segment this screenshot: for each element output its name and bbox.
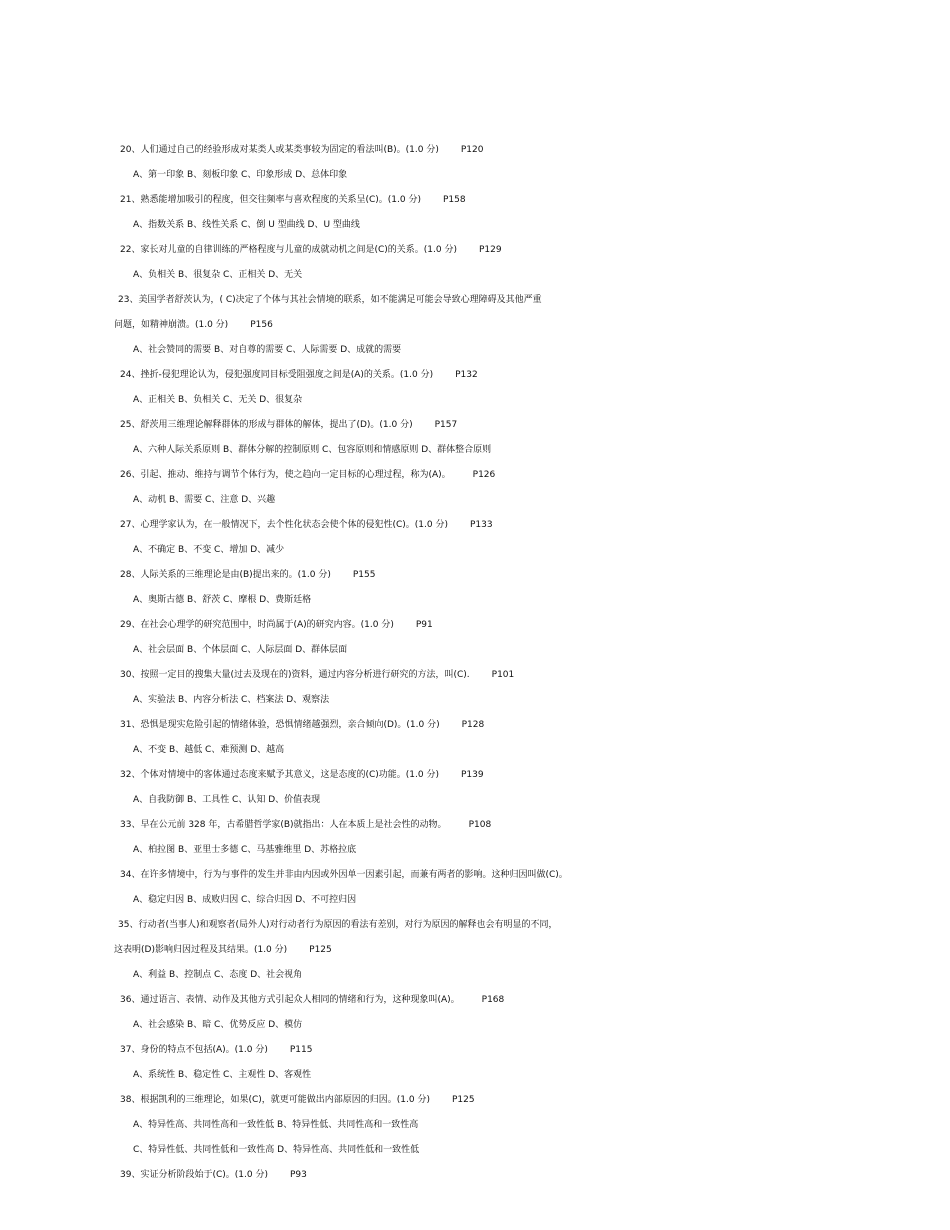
question-line bbox=[0, 513, 950, 538]
answer-options: A、柏拉图 B、亚里士多德 C、马基雅维里 D、苏格拉底 bbox=[133, 845, 357, 855]
question-line bbox=[0, 713, 950, 738]
page-reference: P155 bbox=[352, 570, 376, 580]
answer-options: A、社会感染 B、暗 C、优势反应 D、模仿 bbox=[133, 1020, 303, 1030]
answer-options: A、动机 B、需要 C、注意 D、兴趣 bbox=[133, 495, 276, 505]
question-text: 38、根据凯利的三维理论，如果(C)，就更可能做出内部原因的归因。(1.0 分) bbox=[120, 1095, 430, 1105]
question-line bbox=[0, 413, 950, 438]
page-reference: P156 bbox=[250, 320, 273, 330]
question-line bbox=[0, 913, 950, 938]
question-line bbox=[0, 288, 950, 313]
question-text: 23、美国学者舒茨认为，( C)决定了个体与其社会情境的联系，如不能满足可能会导致心理障碍及其他严重 bbox=[118, 295, 542, 305]
question-line bbox=[0, 463, 950, 488]
question-line bbox=[0, 1088, 950, 1113]
question-text: 31、恐惧是现实危险引起的情绪体验，恐惧情绪越强烈，亲合倾向(D)。(1.0 分) bbox=[120, 720, 440, 730]
page-reference: P132 bbox=[455, 370, 478, 380]
question-line bbox=[0, 313, 950, 338]
question-line bbox=[0, 813, 950, 838]
page-reference: P129 bbox=[478, 245, 502, 255]
question-text: 34、在许多情境中，行为与事件的发生并非由内因或外因单一因素引起，而兼有两者的影响。这种归因叫做(C)。 bbox=[120, 870, 568, 880]
question-line bbox=[0, 238, 950, 263]
answer-options: A、社会层面 B、个体层面 C、人际层面 D、群体层面 bbox=[133, 645, 348, 655]
question-line bbox=[0, 988, 950, 1013]
question-text: 36、通过语言、表情、动作及其他方式引起众人相同的情绪和行为，这种现象叫(A)。 bbox=[120, 995, 460, 1005]
answer-options: A、不确定 B、不变 C、增加 D、减少 bbox=[133, 545, 285, 555]
page-reference: P133 bbox=[469, 520, 493, 530]
question-line bbox=[0, 363, 950, 388]
page-reference: P126 bbox=[472, 470, 496, 480]
question-text: 22、家长对儿童的自律训练的严格程度与儿童的成就动机之间是(C)的关系。(1.0 分) bbox=[120, 245, 457, 255]
page-reference: P157 bbox=[434, 420, 458, 430]
page-reference: P101 bbox=[491, 670, 515, 680]
page-reference: P125 bbox=[451, 1095, 475, 1105]
answer-options: A、六种人际关系原则 B、群体分解的控制原则 C、包容原则和情感原则 D、群体整合原则 bbox=[133, 445, 492, 455]
answer-options: A、稳定归因 B、成败归因 C、综合归因 D、不可控归因 bbox=[133, 895, 357, 905]
question-line bbox=[0, 563, 950, 588]
answer-options: C、特异性低、共同性低和一致性高 D、特异性高、共同性低和一致性低 bbox=[133, 1145, 420, 1155]
question-text: 20、人们通过自己的经验形成对某类人或某类事较为固定的看法叫(B)。(1.0 分) bbox=[120, 145, 439, 155]
question-text: 39、实证分析阶段始于(C)。(1.0 分) bbox=[120, 1170, 268, 1180]
question-text: 29、在社会心理学的研究范围中，时尚属于(A)的研究内容。(1.0 分) bbox=[120, 620, 394, 630]
question-text: 24、挫折-侵犯理论认为，侵犯强度同目标受阻强度之间是(A)的关系。(1.0 分) bbox=[120, 370, 434, 380]
question-line bbox=[0, 138, 950, 163]
question-line bbox=[0, 1038, 950, 1063]
page-reference: P91 bbox=[415, 620, 433, 630]
question-text: 37、身份的特点不包括(A)。(1.0 分) bbox=[120, 1045, 268, 1055]
question-line bbox=[0, 188, 950, 213]
question-text: 28、人际关系的三维理论是由(B)提出来的。(1.0 分) bbox=[120, 570, 331, 580]
question-line bbox=[0, 938, 950, 963]
question-text: 21、熟悉能增加吸引的程度，但交往频率与喜欢程度的关系呈(C)。(1.0 分) bbox=[120, 195, 421, 205]
page-reference: P125 bbox=[309, 945, 332, 955]
page-reference: P120 bbox=[460, 145, 484, 155]
question-list bbox=[0, 138, 950, 1188]
question-text: 这表明(D)影响归因过程及其结果。(1.0 分) bbox=[114, 945, 288, 955]
page-reference: P128 bbox=[461, 720, 485, 730]
question-text: 30、按照一定目的搜集大量(过去及现在的)资料，通过内容分析进行研究的方法，叫(C). bbox=[120, 670, 470, 680]
answer-options: A、正相关 B、负相关 C、无关 D、很复杂 bbox=[133, 395, 303, 405]
question-text: 26、引起、推动、维持与调节个体行为，使之趋向一定目标的心理过程，称为(A)。 bbox=[120, 470, 451, 480]
answer-options: A、特异性高、共同性高和一致性低 B、特异性低、共同性高和一致性高 bbox=[133, 1120, 419, 1130]
page-reference: P93 bbox=[289, 1170, 307, 1180]
question-line bbox=[0, 663, 950, 688]
answer-options: A、自我防御 B、工具性 C、认知 D、价值表现 bbox=[133, 795, 321, 805]
answer-options: A、不变 B、越低 C、难预测 D、越高 bbox=[133, 745, 285, 755]
question-text: 32、个体对情境中的客体通过态度来赋予其意义，这是态度的(C)功能。(1.0 分) bbox=[120, 770, 439, 780]
question-line bbox=[0, 863, 950, 888]
question-line bbox=[0, 763, 950, 788]
question-text: 27、心理学家认为，在一般情况下，去个性化状态会使个体的侵犯性(C)。(1.0 分) bbox=[120, 520, 448, 530]
page-reference: P139 bbox=[460, 770, 484, 780]
question-text: 33、早在公元前 328 年，古希腊哲学家(B)就指出：人在本质上是社会性的动物。 bbox=[120, 820, 447, 830]
answer-options: A、利益 B、控制点 C、态度 D、社会视角 bbox=[133, 970, 303, 980]
question-line bbox=[0, 613, 950, 638]
page-reference: P108 bbox=[468, 820, 492, 830]
page-reference: P158 bbox=[442, 195, 466, 205]
answer-options: A、指数关系 B、线性关系 C、倒 U 型曲线 D、U 型曲线 bbox=[133, 220, 360, 230]
question-line bbox=[0, 1163, 950, 1188]
answer-options: A、系统性 B、稳定性 C、主观性 D、客观性 bbox=[133, 1070, 312, 1080]
answer-options: A、奥斯古德 B、舒茨 C、摩根 D、费斯廷格 bbox=[133, 595, 312, 605]
answer-options: A、第一印象 B、刻板印象 C、印象形成 D、总体印象 bbox=[133, 170, 348, 180]
question-text: 25、舒茨用三维理论解释群体的形成与群体的解体，提出了(D)。(1.0 分) bbox=[120, 420, 413, 430]
page-reference: P115 bbox=[289, 1045, 313, 1055]
question-text: 问题，如精神崩溃。(1.0 分) bbox=[114, 320, 229, 330]
answer-options: A、社会赞同的需要 B、对自尊的需要 C、人际需要 D、成就的需要 bbox=[133, 345, 402, 355]
answer-options: A、负相关 B、很复杂 C、正相关 D、无关 bbox=[133, 270, 303, 280]
question-text: 35、行动者(当事人)和观察者(局外人)对行动者行为原因的看法有差别，对行为原因的解释也会有明显的不同， bbox=[118, 920, 558, 930]
page-reference: P168 bbox=[481, 995, 505, 1005]
answer-options: A、实验法 B、内容分析法 C、档案法 D、观察法 bbox=[133, 695, 330, 705]
